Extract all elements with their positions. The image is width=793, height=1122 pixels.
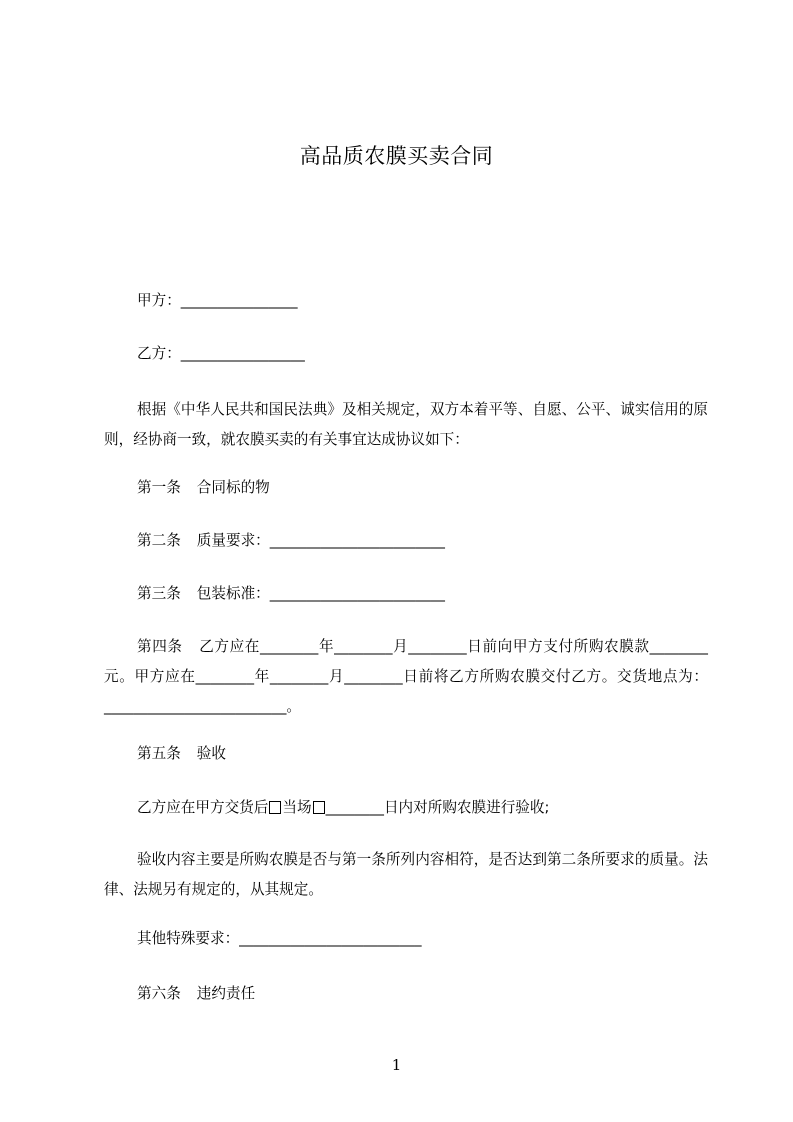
- document-title: 高品质农膜买卖合同: [299, 144, 494, 168]
- article-2-text: 质量要求：________________________: [196, 532, 445, 549]
- checkbox-within-days[interactable]: [313, 801, 325, 814]
- acceptance-line: [137, 798, 549, 818]
- article-3-number: 第三条: [137, 585, 181, 602]
- acceptance-text-2: ________日内对所购农膜进行验收;: [325, 799, 550, 816]
- special-requirements-field: 其他特殊要求：_________________________: [137, 930, 422, 947]
- article-5-number: 第五条: [137, 745, 181, 762]
- page-number: 1: [391, 1056, 402, 1074]
- article-3-text: 包装标准：________________________: [196, 585, 445, 602]
- article-6-number: 第六条: [137, 985, 181, 1002]
- article-4-text: 乙方应在________年________月________日前向甲方支付所购农膜款________元。甲方应在________年________月________日前将乙方所购农膜交付乙方。交货地点为：_________________________。: [104, 638, 708, 715]
- article-1-title: 合同标的物: [196, 479, 270, 496]
- article-6-heading: [137, 984, 255, 1004]
- article-5-heading: [137, 744, 226, 764]
- acceptance-option-on-site: 当场: [282, 799, 312, 816]
- article-3: [137, 584, 445, 604]
- party-a-field: 甲方：________________: [137, 292, 298, 309]
- preamble-paragraph: 根据《中华人民共和国民法典》及相关规定，双方本着平等、自愿、公平、诚实信用的原则，经协商一致，就农膜买卖的有关事宜达成协议如下：: [104, 401, 708, 448]
- party-b-field: 乙方：_________________: [137, 345, 305, 362]
- acceptance-content-paragraph: 验收内容主要是所购农膜是否与第一条所列内容相符，是否达到第二条所要求的质量。法律、法规另有规定的，从其规定。: [104, 851, 708, 898]
- article-1-heading: [137, 478, 270, 498]
- article-4: [104, 632, 708, 722]
- article-1-number: 第一条: [137, 479, 181, 496]
- article-2: [137, 531, 445, 551]
- article-5-title: 验收: [196, 745, 226, 762]
- article-4-number: 第四条: [137, 638, 183, 655]
- article-2-number: 第二条: [137, 532, 181, 549]
- article-6-title: 违约责任: [196, 985, 256, 1002]
- acceptance-text-1: 乙方应在甲方交货后: [137, 799, 269, 816]
- checkbox-on-site[interactable]: [269, 801, 281, 814]
